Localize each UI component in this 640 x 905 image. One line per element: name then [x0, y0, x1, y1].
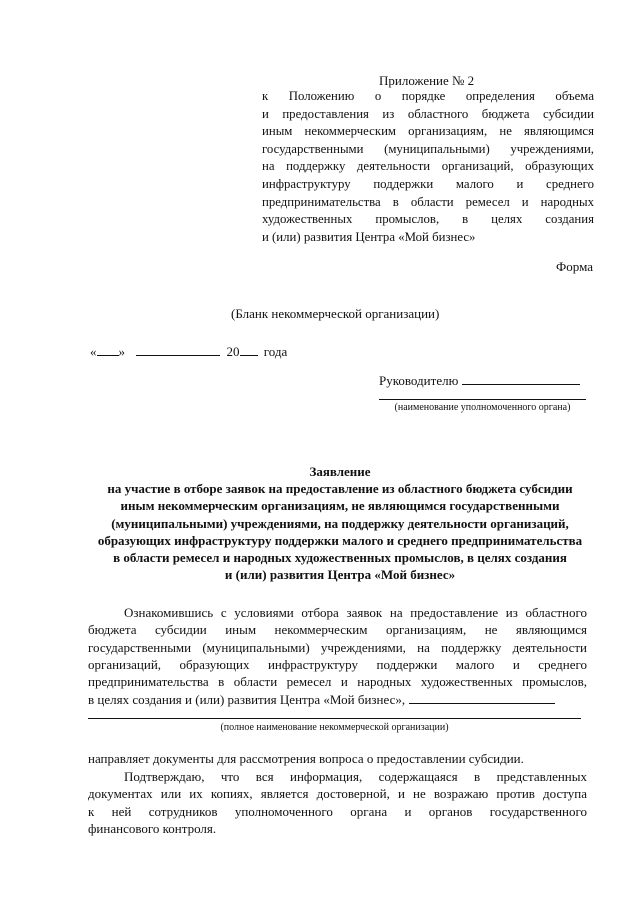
addressee-label: Руководителю	[379, 373, 459, 388]
org-name-field-start[interactable]	[409, 690, 555, 704]
body-line: государственными (муниципальными) учреждениями, на поддержку деятельности	[88, 639, 587, 655]
appendix-line: и (или) развития Центра «Мой бизнес»	[262, 229, 476, 244]
application-subject-line: иным некоммерческим организациям, не являющимся государственными	[120, 498, 560, 514]
organ-name-field[interactable]	[379, 399, 586, 400]
month-field[interactable]	[136, 342, 220, 356]
year-suffix: года	[263, 344, 288, 359]
appendix-line: художественных промыслов, в целях создания	[262, 212, 594, 227]
body-line: предпринимательства в области ремесел и народных художественных промыслов,	[88, 674, 587, 690]
body-line: Ознакомившись с условиями отбора заявок на предоставление из областного	[124, 605, 587, 620]
date-quote-close: »	[118, 344, 125, 359]
body-line-with-field	[88, 690, 587, 707]
body-paragraph-2	[88, 768, 587, 837]
sends-documents-line: направляет документы для рассмотрения вопроса о предоставлении субсидии.	[88, 751, 524, 766]
appendix-line: иным некоммерческим организациям, не являющимся	[262, 124, 594, 139]
letterhead-placeholder: (Бланк некоммерческой организации)	[231, 306, 440, 321]
organ-caption: (наименование уполномоченного органа)	[394, 402, 571, 413]
year-prefix: 20	[226, 344, 240, 359]
body-line: бюджета субсидии иным некоммерческим организациям, не являющимся	[88, 622, 587, 638]
org-caption: (полное наименование некоммерческой организации)	[220, 722, 449, 733]
appendix-title: Приложение № 2	[379, 73, 475, 88]
body-paragraph-1	[88, 604, 587, 708]
appendix-reference	[262, 88, 594, 246]
body-line: Подтверждаю, что вся информация, содержащаяся в представленных	[124, 769, 587, 784]
body-line: к ней сотрудников уполномоченного органа и органов государственного	[88, 803, 587, 819]
application-subject-line: на участие в отборе заявок на предоставление из областного бюджета субсидии	[107, 481, 573, 496]
year-field[interactable]	[240, 342, 258, 356]
body-line: организаций, образующих инфраструктуру поддержки малого и среднего	[88, 656, 587, 672]
addressee-line	[379, 371, 580, 389]
date-quote-open: «	[90, 344, 97, 359]
appendix-line: предпринимательства в области ремесел и народных	[262, 194, 594, 209]
appendix-line: инфраструктуру поддержки малого и среднего	[262, 176, 594, 191]
application-subject-line: в области ремесел и народных художественных промыслов, в целях создания	[113, 550, 567, 566]
body-line: документах или их копиях, является достоверной, и не возражаю против доступа	[88, 786, 587, 802]
body-line: финансового контроля.	[88, 820, 217, 836]
form-label: Форма	[556, 259, 593, 274]
application-subject-line: и (или) развития Центра «Мой бизнес»	[224, 567, 456, 583]
addressee-name-field[interactable]	[462, 371, 580, 385]
appendix-line: на поддержку деятельности организаций, образующих	[262, 159, 594, 174]
org-name-field[interactable]	[88, 718, 581, 719]
appendix-line: и предоставления из областного бюджета субсидии	[262, 106, 594, 121]
application-subject	[85, 480, 595, 584]
body-line: в целях создания и (или) развития Центра «Мой бизнес»,	[88, 692, 406, 708]
date-line	[90, 342, 287, 360]
appendix-line: государственными (муниципальными) учреждениями,	[262, 141, 594, 156]
application-title: Заявление	[309, 464, 371, 479]
appendix-line: к Положению о порядке определения объема	[262, 89, 594, 103]
application-subject-line: образующих инфраструктуру поддержки малого и среднего предпринимательства	[97, 532, 583, 548]
day-field[interactable]	[97, 342, 119, 356]
application-subject-line: (муниципальными) учреждениями, на поддержку деятельности организаций,	[111, 515, 569, 531]
